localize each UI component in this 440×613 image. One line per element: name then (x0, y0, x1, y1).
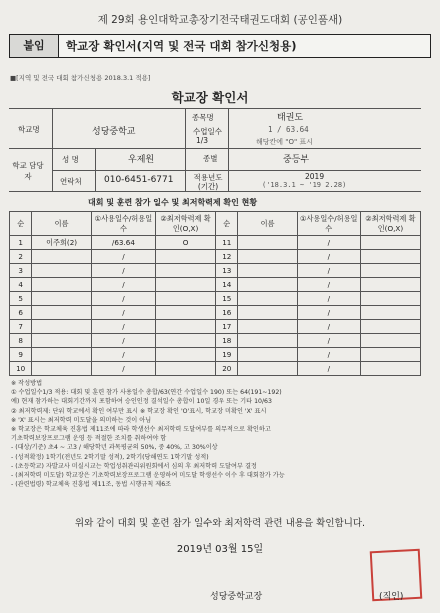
row-check: O (155, 236, 215, 250)
row-days: / (91, 334, 155, 348)
table-row (10, 320, 421, 334)
banner-title: 학교장 확인서(지역 및 전국 대회 참가신청용) (66, 39, 297, 53)
note-line: 예) 현재 참가하는 대회기간까지 포함하여 승인인정 결석일수 총합이 10일 경우 또는 기타 10/63 (11, 398, 272, 406)
sport-label: 종목명 (192, 113, 214, 122)
row-days: / (91, 362, 155, 376)
row-check-right (360, 264, 420, 278)
row-no: 8 (10, 334, 32, 348)
row-no-right: 19 (216, 348, 238, 362)
row-no-right: 16 (216, 306, 238, 320)
table-row (10, 306, 421, 320)
note-line: - (대상/기준) 초4 ~ 고3 / 해당학년 과목평균의 50%, 중 40%, 고 30%이상 (11, 444, 218, 452)
row-name (32, 264, 92, 278)
attachment-tag: 붙임 (10, 35, 59, 57)
row-no-right: 14 (216, 278, 238, 292)
row-name-right (238, 292, 297, 306)
row-name-right (238, 334, 297, 348)
confirmation-text: 위와 같이 대회 및 훈련 참가 일수와 최저학력 관련 내용을 확인합니다. (74, 518, 366, 529)
seal-text: (직인) (379, 592, 404, 602)
row-check (155, 292, 215, 306)
row-days-right: / (297, 278, 360, 292)
row-check (155, 334, 215, 348)
note-line: - (관련법령) 학교체육 진흥법 제11조, 동법 시행규칙 제6조 (11, 481, 172, 489)
row-no: 5 (10, 292, 32, 306)
row-check (155, 306, 215, 320)
position-value: 중등부 (283, 155, 310, 165)
row-name-right (238, 320, 297, 334)
row-name-right (238, 264, 297, 278)
lessons-fraction: 1/3 (196, 136, 209, 145)
row-days-right: / (297, 236, 360, 250)
lessons-label: 수업일수 (193, 127, 222, 136)
row-check (155, 250, 215, 264)
row-days: / (91, 264, 155, 278)
row-check-right (360, 348, 420, 362)
col-check-right: ②최저학력제 확인(O,X) (360, 212, 420, 236)
row-days: / (91, 278, 155, 292)
row-no: 3 (10, 264, 32, 278)
row-check (155, 320, 215, 334)
row-name (32, 292, 92, 306)
row-check-right (360, 306, 420, 320)
row-name (32, 348, 92, 362)
note-line: ※ 'X' 표시는 최저학력 미도달을 의미하는 것이 아님 (11, 416, 152, 424)
row-no-right: 20 (216, 362, 238, 376)
col-no-right: 순 (216, 212, 238, 236)
col-name-right: 이름 (238, 212, 297, 236)
table-row (10, 278, 421, 292)
row-days-right: / (297, 250, 360, 264)
note-line: 기초학력보장프로그램 운영 등 적절한 조치를 취하여야 함 (11, 435, 167, 443)
phone-value: 010-6451-6771 (104, 175, 174, 185)
sport-value: 태권도 (277, 113, 304, 123)
row-name-right (238, 348, 297, 362)
lessons-value: 1 / 63.64 (268, 125, 309, 134)
notes-section (11, 379, 425, 489)
lessons-note: 해당칸에 "O" 표시 (256, 138, 313, 146)
form-number: ■[지역 및 전국 대회 참가신청용 2018.3.1 적용] (10, 74, 151, 82)
row-days: /63.64 (91, 236, 155, 250)
row-no: 1 (10, 236, 32, 250)
row-no-right: 13 (216, 264, 238, 278)
row-no-right: 12 (216, 250, 238, 264)
note-line: ① 수업일수1/3 적용: 대회 및 훈련 참가 사용일수 총합/63(연간 수업일수 190) 또는 64(191~192) (11, 389, 282, 397)
col-days-right: ①사용일수/허용일수 (297, 212, 360, 236)
table-row (10, 334, 421, 348)
row-no-right: 18 (216, 334, 238, 348)
row-name (32, 320, 92, 334)
row-no: 2 (10, 250, 32, 264)
principal-title: 성당중학교장 (210, 592, 263, 602)
row-no: 9 (10, 348, 32, 362)
table-row (10, 250, 421, 264)
row-name (32, 334, 92, 348)
table-row (10, 362, 421, 376)
table-caption: 대회 및 훈련 참가 일수 및 최저학력제 확인 현황 (88, 198, 258, 207)
row-no: 10 (10, 362, 32, 376)
note-line: ※ 작성방법 (11, 380, 43, 387)
row-check-right (360, 278, 420, 292)
row-no: 7 (10, 320, 32, 334)
manager-name: 우제원 (128, 155, 155, 165)
table-row (10, 236, 421, 250)
school-label: 학교명 (18, 125, 40, 134)
competition-title: 제 29회 용인대학교총장기전국태권도대회 (공인품새) (97, 14, 343, 26)
row-check (155, 264, 215, 278)
row-check (155, 348, 215, 362)
row-no-right: 15 (216, 292, 238, 306)
row-no: 6 (10, 306, 32, 320)
note-line: ※ 학교장은 학교체육 진흥법 제11조에 따라 학생선수 최저학력 도달여부를 의무적으로 확인하고 (11, 426, 271, 434)
row-name-right (238, 278, 297, 292)
row-days-right: / (297, 306, 360, 320)
name-label: 성 명 (62, 155, 79, 164)
position-label: 종별 (203, 154, 218, 163)
row-no-right: 11 (216, 236, 238, 250)
row-name (32, 250, 92, 264)
banner (9, 34, 431, 58)
manager-label: 학교 담당자 (12, 161, 44, 181)
row-check-right (360, 320, 420, 334)
row-days-right: / (297, 362, 360, 376)
row-days-right: / (297, 292, 360, 306)
row-days-right: / (297, 348, 360, 362)
row-name-right (238, 250, 297, 264)
note-line: - (초등학교) 자발교사 미실시교는 학업성취관리위원회에서 심의 후 최저학력 도달여부 결정 (11, 462, 257, 470)
row-name: 이주희(2) (32, 236, 92, 250)
table-row (10, 292, 421, 306)
row-name (32, 306, 92, 320)
col-no: 순 (10, 212, 32, 236)
row-days: / (91, 320, 155, 334)
row-check-right (360, 334, 420, 348)
period-label: 적용년도 (기간) (193, 173, 223, 191)
row-name-right (238, 306, 297, 320)
col-check: ②최저학력제 확인(O,X) (155, 212, 215, 236)
table-row (10, 348, 421, 362)
table-row (10, 264, 421, 278)
row-days-right: / (297, 334, 360, 348)
row-days: / (91, 292, 155, 306)
row-no: 4 (10, 278, 32, 292)
row-days: / (91, 306, 155, 320)
year-value: 2019 (305, 172, 325, 181)
contact-label: 연락처 (60, 177, 82, 186)
issue-date: 2019년 03월 15일 (176, 544, 264, 555)
note-line: - (성적확정) 1학기(전년도 2학기말 성적), 2학기(당해연도 1학기말 성적) (11, 453, 209, 461)
row-days-right: / (297, 264, 360, 278)
col-days: ①사용일수/허용일수 (91, 212, 155, 236)
row-check (155, 278, 215, 292)
row-days: / (91, 250, 155, 264)
row-name (32, 278, 92, 292)
note-line: - (최저학력 미도달) 학교장은 기초학력보장프로그램 운영하여 미도달 학생선수 이수 후 대회참가 가능 (11, 472, 285, 480)
col-name: 이름 (32, 212, 92, 236)
row-check-right (360, 292, 420, 306)
participation-table (9, 211, 421, 376)
row-name-right (238, 236, 297, 250)
note-line: ② 최저학력제: 단위 학교에서 확인 여부만 표시 ※ 학교장 확인 'O'표시, 학교장 미확인 'X' 표시 (11, 407, 267, 415)
row-no-right: 17 (216, 320, 238, 334)
row-check-right (360, 236, 420, 250)
row-name-right (238, 362, 297, 376)
period-value: ('18.3.1 ~ '19 2.28) (262, 181, 347, 189)
school-name: 성당중학교 (92, 127, 136, 137)
row-check (155, 362, 215, 376)
row-days: / (91, 348, 155, 362)
row-days-right: / (297, 320, 360, 334)
row-name (32, 362, 92, 376)
document-title: 학교장 확인서 (171, 90, 249, 105)
row-check-right (360, 362, 420, 376)
row-check-right (360, 250, 420, 264)
